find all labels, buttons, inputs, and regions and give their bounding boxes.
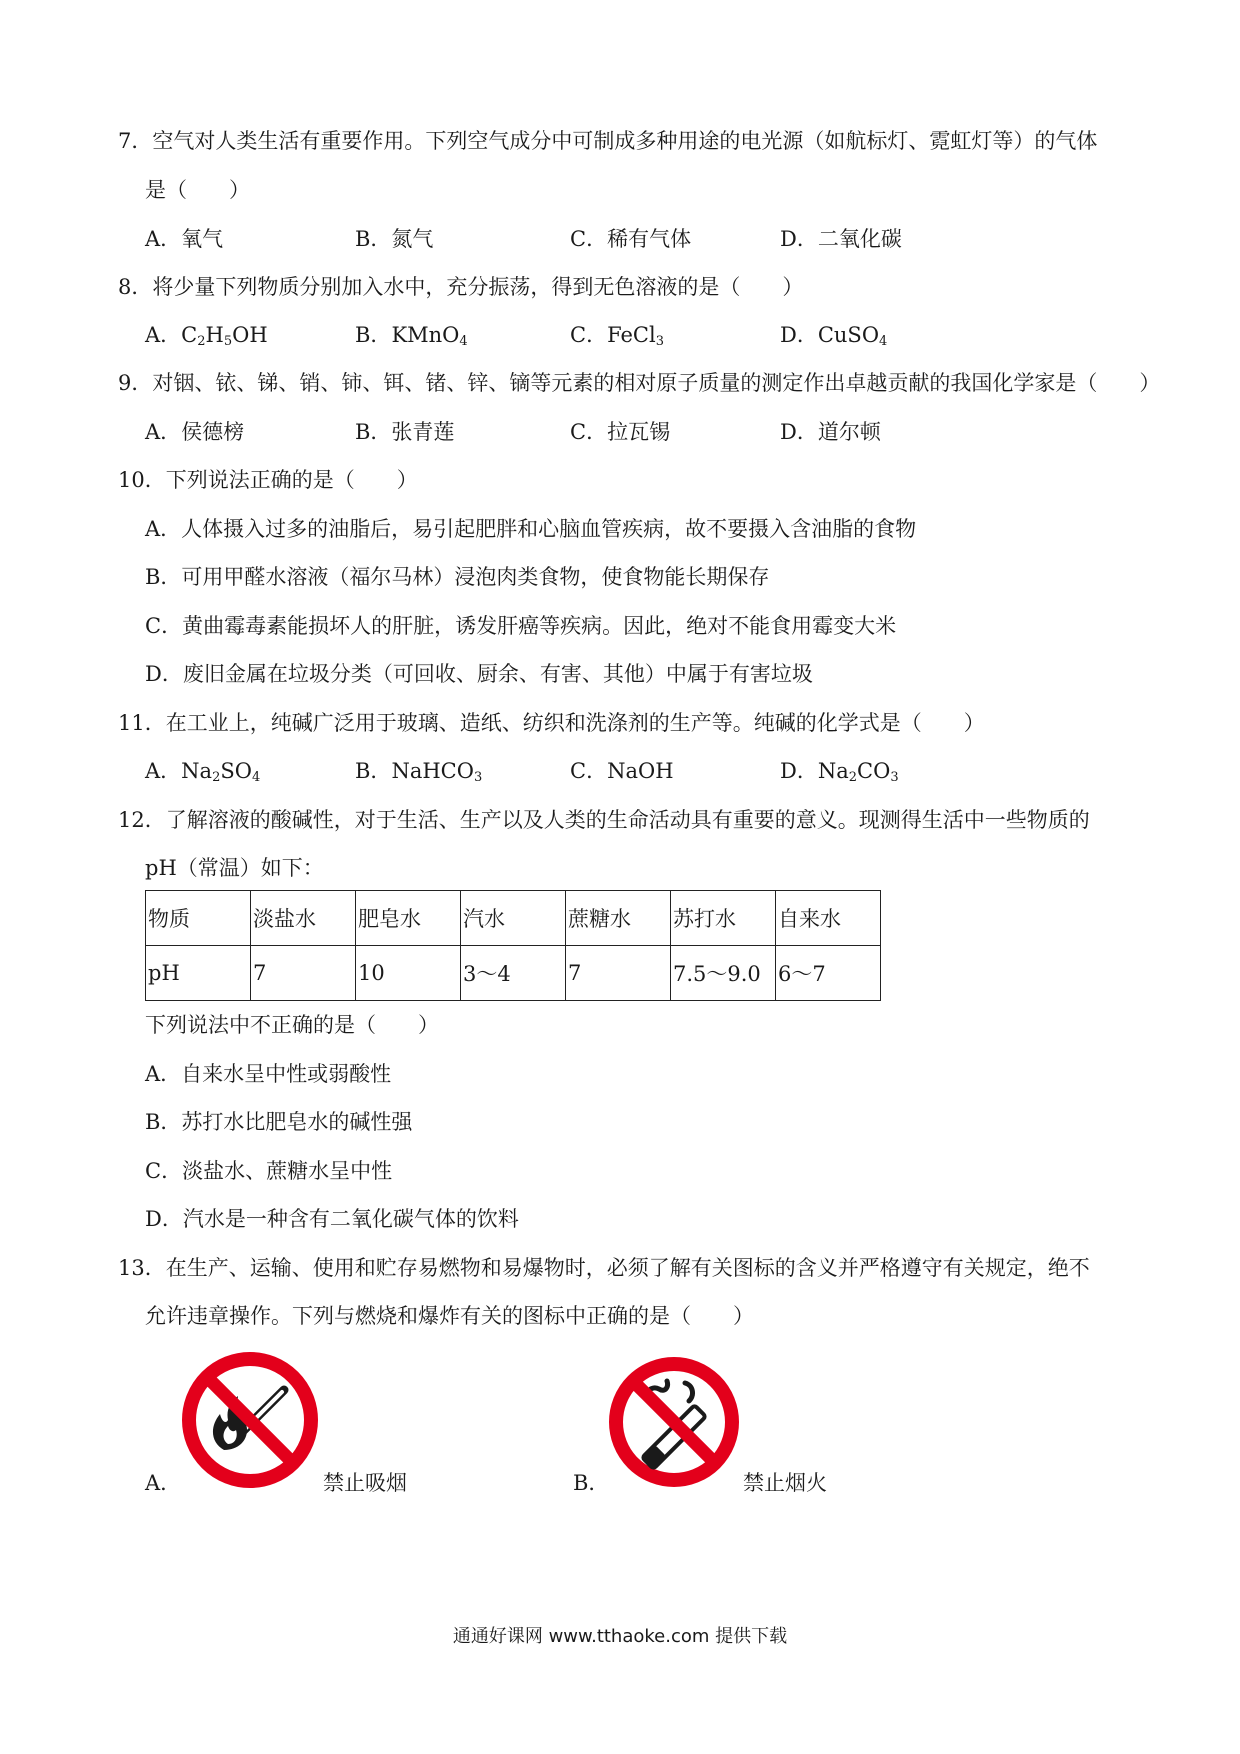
q7-option-a: A．氧气 bbox=[145, 227, 224, 251]
q9-option-c: C．拉瓦锡 bbox=[570, 420, 671, 444]
q7-option-b: B．氮气 bbox=[355, 227, 434, 251]
ph-table-cell: 10 bbox=[356, 946, 461, 1001]
q9-option-b: B．张青莲 bbox=[355, 420, 455, 444]
ph-table-value-row bbox=[146, 946, 881, 1001]
q12-option-b: B．苏打水比肥皂水的碱性强 bbox=[145, 1110, 413, 1134]
q7-option-c: C．稀有气体 bbox=[570, 227, 692, 251]
ph-table-cell: 7 bbox=[251, 946, 356, 1001]
q10-option-d: D．废旧金属在垃圾分类（可回收、厨余、有害、其他）中属于有害垃圾 bbox=[145, 662, 813, 686]
ph-table-cell: 3～4 bbox=[461, 946, 566, 1001]
q12-option-c: C．淡盐水、蔗糖水呈中性 bbox=[145, 1159, 393, 1183]
q10-option-c: C．黄曲霉毒素能损坏人的肝脏，诱发肝癌等疾病。因此，绝对不能食用霉变大米 bbox=[145, 614, 897, 638]
q9-option-a: A．侯德榜 bbox=[145, 420, 245, 444]
ph-table-cell: 汽水 bbox=[461, 891, 566, 946]
ph-table-cell: 肥皂水 bbox=[356, 891, 461, 946]
ph-table-cell: 淡盐水 bbox=[251, 891, 356, 946]
q8-option-d: D．CuSO$_4$ bbox=[780, 323, 888, 349]
q12-stem-line2: pH（常温）如下： bbox=[145, 856, 324, 880]
q11-option-a: A．$Na_2SO_4$ bbox=[145, 759, 261, 785]
ph-table-cell: 7 bbox=[566, 946, 671, 1001]
ph-table-cell: 苏打水 bbox=[671, 891, 776, 946]
q8-stem: 8．将少量下列物质分别加入水中，充分振荡，得到无色溶液的是（ ） bbox=[118, 275, 804, 299]
q12-stem-line1: 12．了解溶液的酸碱性，对于生活、生产以及人类的生命活动具有重要的意义。现测得生活中一些物质的 bbox=[118, 808, 1090, 832]
no-fire-icon bbox=[180, 1350, 320, 1490]
ph-table-cell: 物质 bbox=[146, 891, 251, 946]
q10-option-a: A．人体摄入过多的油脂后，易引起肥胖和心脑血管疾病，故不要摄入含油脂的食物 bbox=[145, 517, 917, 541]
ph-table-header-row bbox=[146, 891, 881, 946]
q11-option-d: D．$Na_2CO_3$ bbox=[780, 759, 899, 785]
q13-option-b-letter: B． bbox=[573, 1471, 610, 1495]
q12-option-d: D．汽水是一种含有二氧化碳气体的饮料 bbox=[145, 1207, 519, 1231]
q13-stem-line2: 允许违章操作。下列与燃烧和爆炸有关的图标中正确的是（ ） bbox=[145, 1304, 754, 1328]
ph-table-cell: 7.5～9.0 bbox=[671, 946, 776, 1001]
q11-option-c: C．NaOH bbox=[570, 759, 674, 783]
ph-table-cell: 蔗糖水 bbox=[566, 891, 671, 946]
q13-option-b-label: 禁止烟火 bbox=[743, 1471, 827, 1495]
q9-stem: 9．对铟、铱、锑、销、铈、铒、锗、锌、镝等元素的相对原子质量的测定作出卓越贡献的我国化学家是（ ） bbox=[118, 371, 1161, 395]
q9-option-d: D．道尔顿 bbox=[780, 420, 881, 444]
ph-table-cell: 6～7 bbox=[776, 946, 881, 1001]
q11-stem: 11．在工业上，纯碱广泛用于玻璃、造纸、纺织和洗涤剂的生产等。纯碱的化学式是（ ） bbox=[118, 711, 985, 735]
q10-stem: 10．下列说法正确的是（ ） bbox=[118, 468, 418, 492]
q8-option-a: A．$C_2H_5OH$ bbox=[145, 323, 268, 349]
no-smoking-icon bbox=[607, 1355, 741, 1489]
q13-option-a-label: 禁止吸烟 bbox=[323, 1471, 407, 1495]
q11-option-b: B．NaHCO$_3$ bbox=[355, 759, 483, 785]
ph-table bbox=[145, 890, 881, 1001]
q13-option-a-letter: A． bbox=[145, 1471, 182, 1495]
q13-stem-line1: 13．在生产、运输、使用和贮存易燃物和易爆物时，必须了解有关图标的含义并严格遵守有关规定，绝不 bbox=[118, 1256, 1090, 1280]
q7-option-d: D．二氧化碳 bbox=[780, 227, 902, 251]
q12-question: 下列说法中不正确的是（ ） bbox=[145, 1013, 439, 1037]
q7-stem-line1: 7．空气对人类生活有重要作用。下列空气成分中可制成多种用途的电光源（如航标灯、霓虹灯等）的气体 bbox=[118, 129, 1098, 153]
page-footer: 通通好课网 www.tthaoke.com 提供下载 bbox=[452, 1626, 788, 1647]
q7-stem-line2: 是（ ） bbox=[145, 178, 250, 202]
q10-option-b: B．可用甲醛水溶液（福尔马林）浸泡肉类食物，使食物能长期保存 bbox=[145, 565, 770, 589]
q12-option-a: A．自来水呈中性或弱酸性 bbox=[145, 1062, 392, 1086]
ph-table-cell: pH bbox=[146, 946, 251, 1001]
q8-option-b: B．KMnO$_4$ bbox=[355, 323, 468, 349]
q8-option-c: C．FeCl$_3$ bbox=[570, 323, 664, 349]
ph-table-cell: 自来水 bbox=[776, 891, 881, 946]
